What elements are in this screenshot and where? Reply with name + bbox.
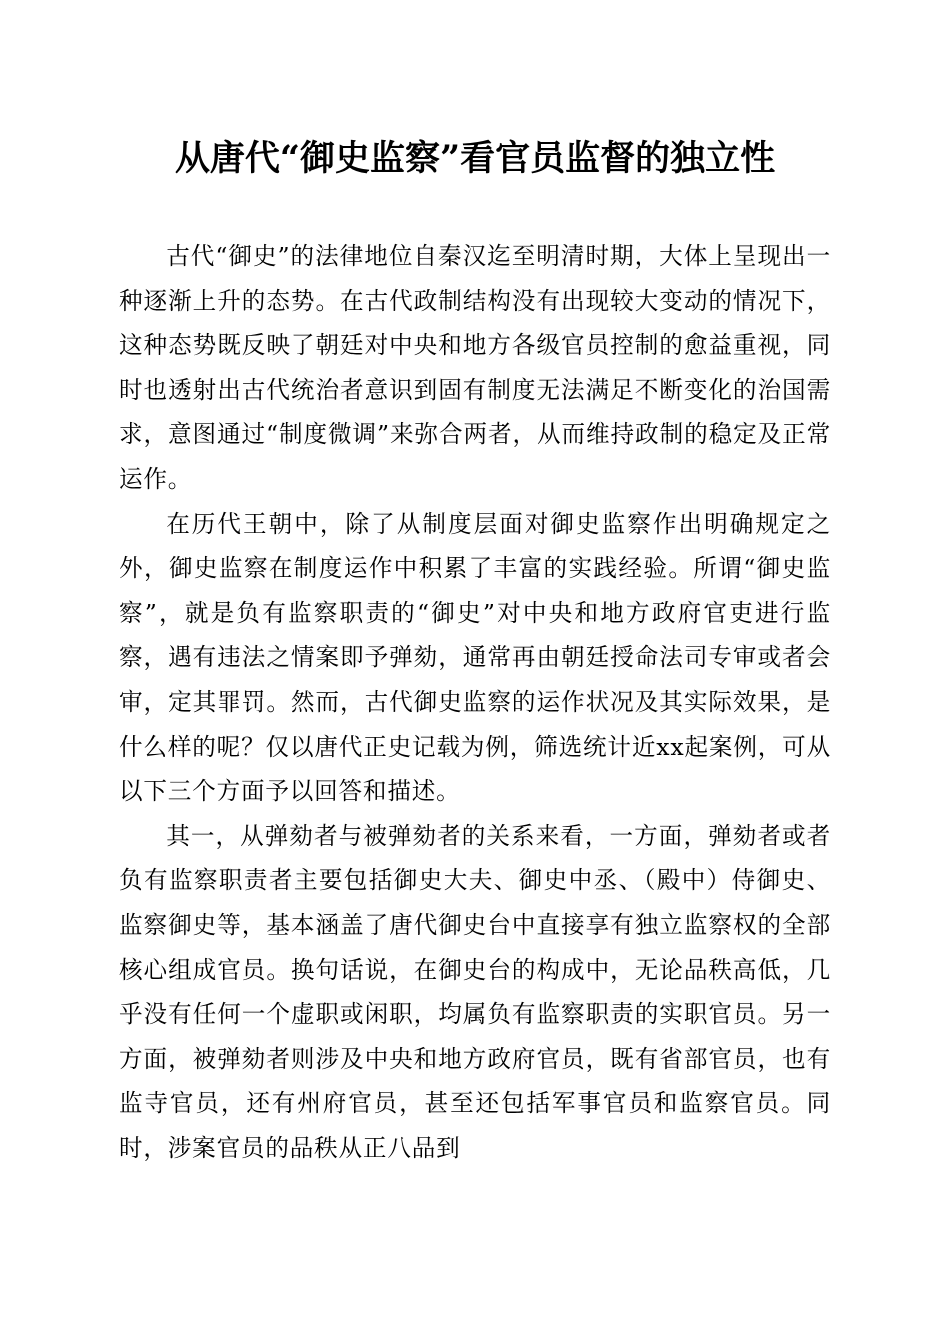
paragraph-2: 在历代王朝中，除了从制度层面对御史监察作出明确规定之外，御史监察在制度运作中积累了丰富的实践经验。所谓“御史监察”，就是负有监察职责的“御史”对中央和地方政府官吏进行监察，遇有违法之情案即予弹劾，通常再由朝廷授命法司专审或者会审，定其罪罚。然而，古代御史监察的运作状况及其实际效果，是什么样的呢？仅以唐代正史记载为例，筛选统计近xx起案例，可从以下三个方面予以回答和描述。 [119,509,831,806]
paragraph-3: 其一，从弹劾者与被弹劾者的关系来看，一方面，弹劾者或者负有监察职责者主要包括御史大夫、御史中丞、（殿中）侍御史、监察御史等，基本涵盖了唐代御史台中直接享有独立监察权的全部核心组成官员。换句话说，在御史台的构成中，无论品秩高低，几乎没有任何一个虚职或闲职，均属负有监察职责的实职官员。另一方面，被弹劾者则涉及中央和地方政府官员，既有省部官员，也有监寺官员，还有州府官员，甚至还包括军事官员和监察官员。同时，涉案官员的品秩从正八品到 [119,821,831,1162]
paragraph-1: 古代“御史”的法律地位自秦汉迄至明清时期，大体上呈现出一种逐渐上升的态势。在古代政制结构没有出现较大变动的情况下，这种态势既反映了朝廷对中央和地方各级官员控制的愈益重视，同时也透射出古代统治者意识到固有制度无法满足不断变化的治国需求，意图通过“制度微调”来弥合两者，从而维持政制的稳定及正常运作。 [119,242,831,493]
document-title: 从唐代“御史监察”看官员监督的独立性 [174,138,776,179]
document-body [119,234,831,1170]
